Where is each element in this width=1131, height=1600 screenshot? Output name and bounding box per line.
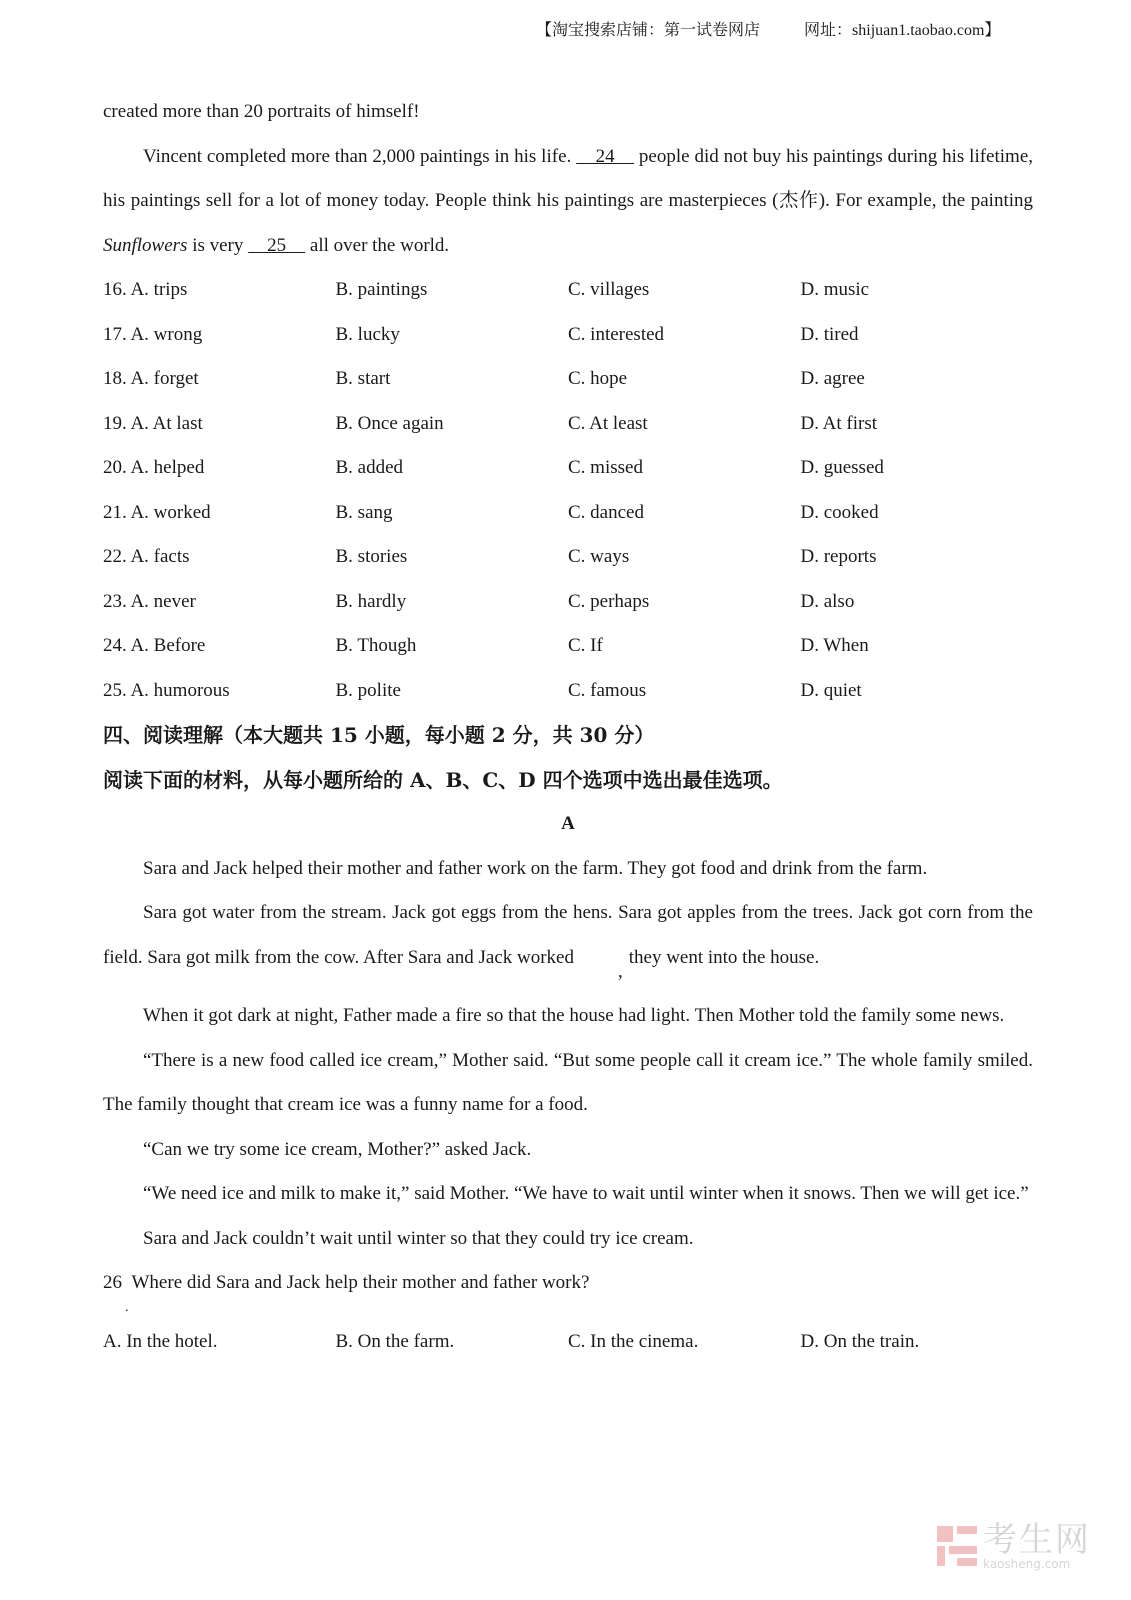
text-span: they went into the house.	[628, 946, 820, 968]
passage-paragraph-3: When it got dark at night, Father made a fire so that the house had light. Then Mother told the family some news.	[143, 1005, 1005, 1026]
blank-24: 24	[576, 145, 635, 167]
watermark	[937, 1522, 1091, 1570]
option-a[interactable]	[103, 446, 336, 491]
text-span: all over the world.	[305, 234, 450, 256]
option-text: D. quiet	[800, 679, 862, 701]
option-text: A. helped	[130, 457, 205, 478]
passage-paragraph-2	[103, 891, 1033, 980]
document-body	[103, 90, 1033, 1364]
option-c[interactable]	[568, 535, 801, 580]
option-a[interactable]	[103, 624, 336, 669]
option-c[interactable]	[568, 580, 801, 625]
option-text: C. danced	[568, 501, 644, 523]
option-text: C. If	[568, 635, 603, 656]
passage-paragraph-5: “Can we try some ice cream, Mother?” asked Jack.	[143, 1138, 532, 1160]
option-d[interactable]	[801, 535, 1034, 580]
options-list	[103, 268, 1033, 713]
option-b[interactable]	[336, 402, 569, 447]
option-a[interactable]	[103, 402, 336, 447]
comma-mark: ,	[617, 960, 623, 982]
option-text: B. sang	[335, 501, 393, 523]
watermark-url: kaosheng.com	[983, 1557, 1071, 1571]
option-row	[103, 491, 1033, 536]
option-text: D. When	[800, 635, 869, 656]
option-b[interactable]: B. On the farm.	[335, 1330, 455, 1352]
question-number: 18.	[103, 368, 127, 389]
passage-paragraph-6: “We need ice and milk to make it,” said Mother. “We have to wait until winter when it snows. Then we will get ice.”	[143, 1183, 1029, 1204]
option-text: D. At first	[800, 412, 878, 434]
option-c[interactable]	[568, 446, 801, 491]
question-number: 22.	[103, 546, 127, 567]
option-d[interactable]: D. On the train.	[800, 1330, 920, 1352]
shop-label: 【淘宝搜索店铺：第一试卷网店	[536, 22, 761, 39]
option-d[interactable]	[801, 491, 1034, 536]
option-text: B. paintings	[335, 279, 428, 300]
option-row	[103, 669, 1033, 714]
option-text: D. guessed	[800, 457, 884, 478]
option-c[interactable]	[568, 357, 801, 402]
option-text: B. lucky	[335, 323, 400, 345]
option-text: D. agree	[800, 368, 865, 389]
option-row	[103, 313, 1033, 358]
watermark-logo-icon	[937, 1526, 977, 1566]
option-c[interactable]	[568, 268, 801, 313]
question-number: 23.	[103, 590, 127, 612]
option-text: B. start	[335, 368, 391, 389]
option-a[interactable]	[103, 357, 336, 402]
option-text: C. At least	[568, 412, 648, 434]
question-number-text: 26	[103, 1272, 122, 1293]
passage-title: A	[561, 813, 575, 834]
question-number	[103, 1272, 129, 1315]
option-text: D. cooked	[800, 501, 879, 523]
option-b[interactable]	[336, 268, 569, 313]
option-text: B. hardly	[335, 590, 407, 612]
option-d[interactable]	[801, 357, 1034, 402]
question-text: Where did Sara and Jack help their mother and father work?	[131, 1272, 590, 1293]
painting-title: Sunflowers	[103, 234, 188, 256]
option-b[interactable]	[336, 491, 569, 536]
option-text: D. tired	[800, 323, 859, 345]
option-d[interactable]	[801, 446, 1034, 491]
option-row	[103, 402, 1033, 447]
question-number: 20.	[103, 457, 127, 478]
option-c[interactable]	[568, 491, 801, 536]
option-c[interactable]	[568, 313, 801, 358]
option-text: C. perhaps	[568, 590, 650, 612]
question-dot: .	[125, 1300, 129, 1315]
text-span: people did not buy his paintings during his lifetime, his paintings sell for a lot of money today. People think his paintings are masterpieces (杰作). For example, the painting	[103, 145, 1034, 211]
option-a[interactable]	[103, 580, 336, 625]
option-a[interactable]: A. In the hotel.	[103, 1330, 218, 1352]
watermark-text: 考生网	[983, 1520, 1091, 1560]
option-row	[103, 624, 1033, 669]
question-number: 21.	[103, 501, 127, 523]
option-text: A. worked	[130, 501, 211, 523]
option-row	[103, 357, 1033, 402]
option-b[interactable]	[336, 446, 569, 491]
passage-paragraph-4: “There is a new food called ice cream,” Mother said. “But some people call it cream ice.” The whole family smiled. The family thought that cream ice was a funny name for a food.	[103, 1049, 1033, 1115]
option-d[interactable]	[801, 402, 1034, 447]
text-span: is very	[187, 234, 249, 256]
question-number: 17.	[103, 323, 127, 345]
option-d[interactable]	[801, 624, 1034, 669]
option-text: A. trips	[130, 279, 188, 300]
option-text: D. reports	[800, 546, 877, 567]
option-d[interactable]	[801, 669, 1034, 714]
option-b[interactable]	[336, 580, 569, 625]
option-a[interactable]	[103, 268, 336, 313]
option-b[interactable]	[336, 535, 569, 580]
option-c[interactable]	[568, 669, 801, 714]
option-b[interactable]	[336, 313, 569, 358]
passage-paragraph-7: Sara and Jack couldn’t wait until winter so that they could try ice cream.	[143, 1227, 694, 1249]
option-text: C. hope	[568, 368, 628, 389]
option-text: C. missed	[568, 457, 643, 478]
option-d[interactable]	[801, 313, 1034, 358]
section-instruction: 阅读下面的材料，从每小题所给的 A、B、C、D 四个选项中选出最佳选项。	[103, 767, 783, 792]
option-text: C. ways	[568, 546, 630, 567]
blank-25: 25	[248, 234, 306, 256]
option-text: A. humorous	[130, 679, 230, 701]
option-row	[103, 446, 1033, 491]
option-text: A. wrong	[130, 323, 203, 345]
option-a[interactable]	[103, 535, 336, 580]
option-text: B. Once again	[335, 412, 444, 434]
passage-paragraph	[103, 135, 1033, 269]
option-text: A. never	[130, 590, 196, 612]
question-26	[103, 1261, 1033, 1315]
option-text: C. interested	[568, 323, 665, 345]
section-title: 四、阅读理解（本大题共 15 小题，每小题 2 分，共 30 分）	[103, 723, 655, 747]
option-a[interactable]	[103, 313, 336, 358]
passage-continuation: created more than 20 portraits of himself!	[103, 101, 420, 122]
question-number: 16.	[103, 279, 127, 300]
option-row	[103, 535, 1033, 580]
option-c[interactable]	[568, 402, 801, 447]
option-text: B. stories	[335, 546, 408, 567]
option-b[interactable]	[336, 669, 569, 714]
option-b[interactable]	[336, 357, 569, 402]
option-text: B. polite	[335, 679, 401, 701]
option-c[interactable]	[568, 624, 801, 669]
text-span: Sara got water from the stream. Jack got eggs from the hens. Sara got apples from the trees. Jack got corn from the field. Sara got milk from the cow. After Sara and Jack worked	[103, 902, 1033, 968]
option-text: A. Before	[130, 635, 206, 656]
page-header	[536, 17, 1000, 40]
option-text: A. At last	[130, 412, 203, 434]
option-a[interactable]	[103, 491, 336, 536]
option-row	[103, 580, 1033, 625]
option-row	[103, 268, 1033, 313]
option-c[interactable]: C. In the cinema.	[568, 1330, 699, 1352]
option-d[interactable]	[801, 268, 1034, 313]
option-text: C. famous	[568, 679, 647, 701]
option-text: B. Though	[335, 635, 417, 656]
shop-url: 网址：shijuan1.taobao.com】	[804, 22, 1001, 39]
text-span: Vincent completed more than 2,000 paintings in his life.	[143, 145, 577, 167]
option-text: A. forget	[130, 368, 199, 389]
option-text: C. villages	[568, 279, 650, 300]
question-26-options	[103, 1320, 1033, 1365]
question-number: 25.	[103, 679, 127, 701]
question-number: 19.	[103, 412, 127, 434]
option-b[interactable]	[336, 624, 569, 669]
option-d[interactable]	[801, 580, 1034, 625]
option-text: A. facts	[130, 546, 190, 567]
question-number: 24.	[103, 635, 127, 656]
option-text: D. also	[800, 590, 855, 612]
option-text: D. music	[800, 279, 870, 300]
option-text: B. added	[335, 457, 404, 478]
passage-paragraph-1: Sara and Jack helped their mother and father work on the farm. They got food and drink from the farm.	[143, 857, 928, 879]
option-a[interactable]	[103, 669, 336, 714]
